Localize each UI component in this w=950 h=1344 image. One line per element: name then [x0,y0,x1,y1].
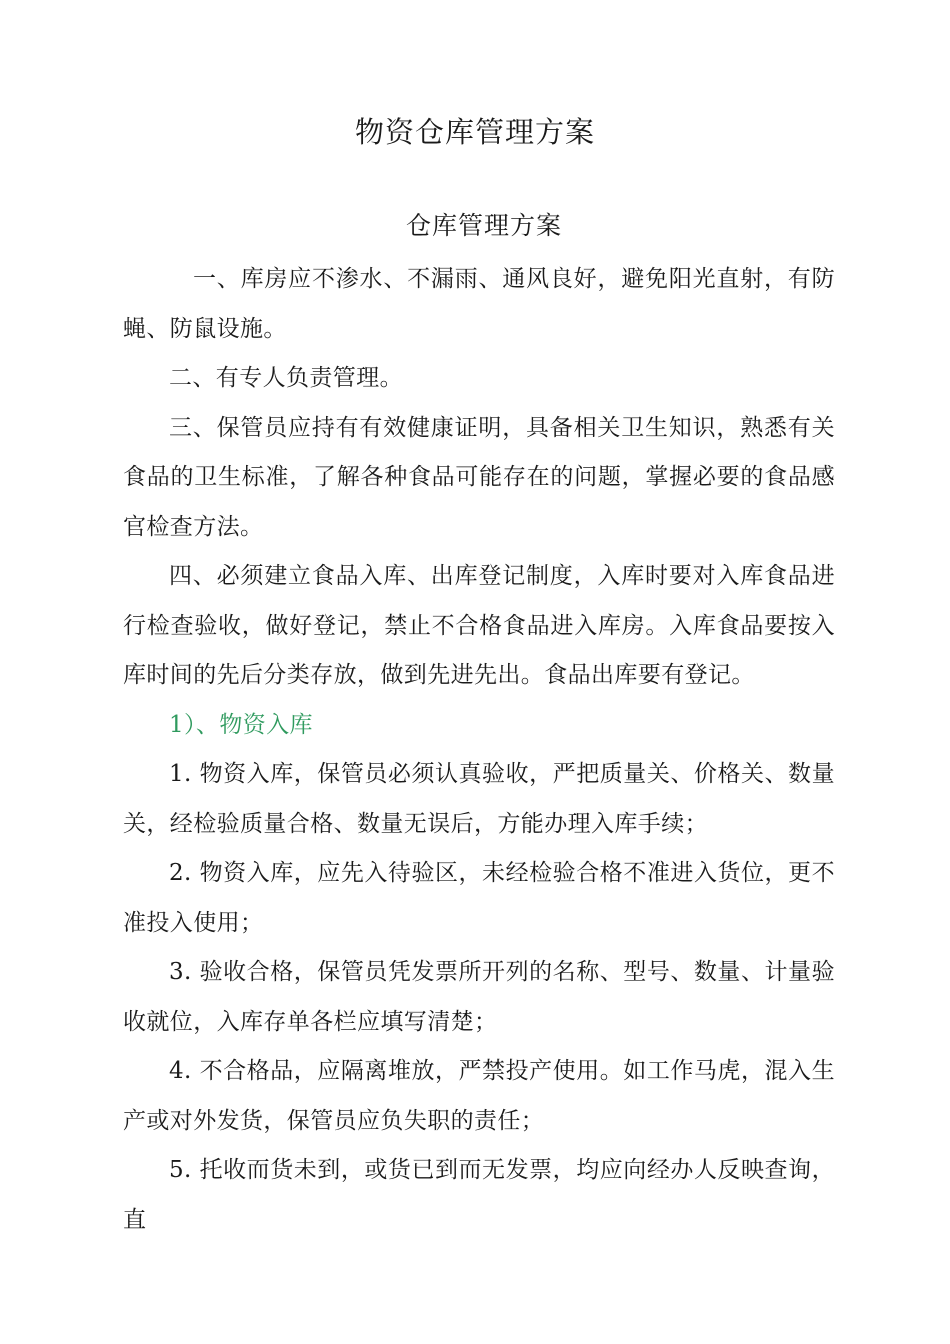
document-title: 物资仓库管理方案 [354,115,595,149]
document-subtitle: 仓库管理方案 [405,211,562,240]
list-item-5: 5. 托收而货未到，或货已到而无发票，均应向经办人反映查询，直 [123,1157,835,1233]
paragraph-4: 四、必须建立食品入库、出库登记制度，入库时要对入库食品进行检查验收，做好登记，禁止不合格食品进入库房。入库食品要按入库时间的先后分类存放，做到先进先出。食品出库要有登记。 [123,563,835,688]
list-item-3: 3. 验收合格，保管员凭发票所开列的名称、型号、数量、计量验收就位，入库存单各栏应填写清楚； [123,959,835,1035]
paragraph-1: 一、库房应不渗水、不漏雨、通风良好，避免阳光直射，有防蝇、防鼠设施。 [123,266,835,342]
document-body [123,255,835,1245]
list-item-2: 2. 物资入库，应先入待验区，未经检验合格不准进入货位，更不准投入使用； [123,860,835,936]
list-item-4: 4. 不合格品，应隔离堆放，严禁投产使用。如工作马虎，混入生产或对外发货，保管员应负失职的责任； [123,1058,835,1134]
paragraph-2: 二、有专人负责管理。 [169,365,403,391]
list-item-1: 1. 物资入库，保管员必须认真验收，严把质量关、价格关、数量关，经检验质量合格、数量无误后，方能办理入库手续； [123,761,835,837]
section-heading-inbound: 1）、物资入库 [169,711,313,738]
paragraph-3: 三、保管员应持有有效健康证明，具备相关卫生知识，熟悉有关食品的卫生标准，了解各种食品可能存在的问题，掌握必要的食品感官检查方法。 [123,414,835,540]
